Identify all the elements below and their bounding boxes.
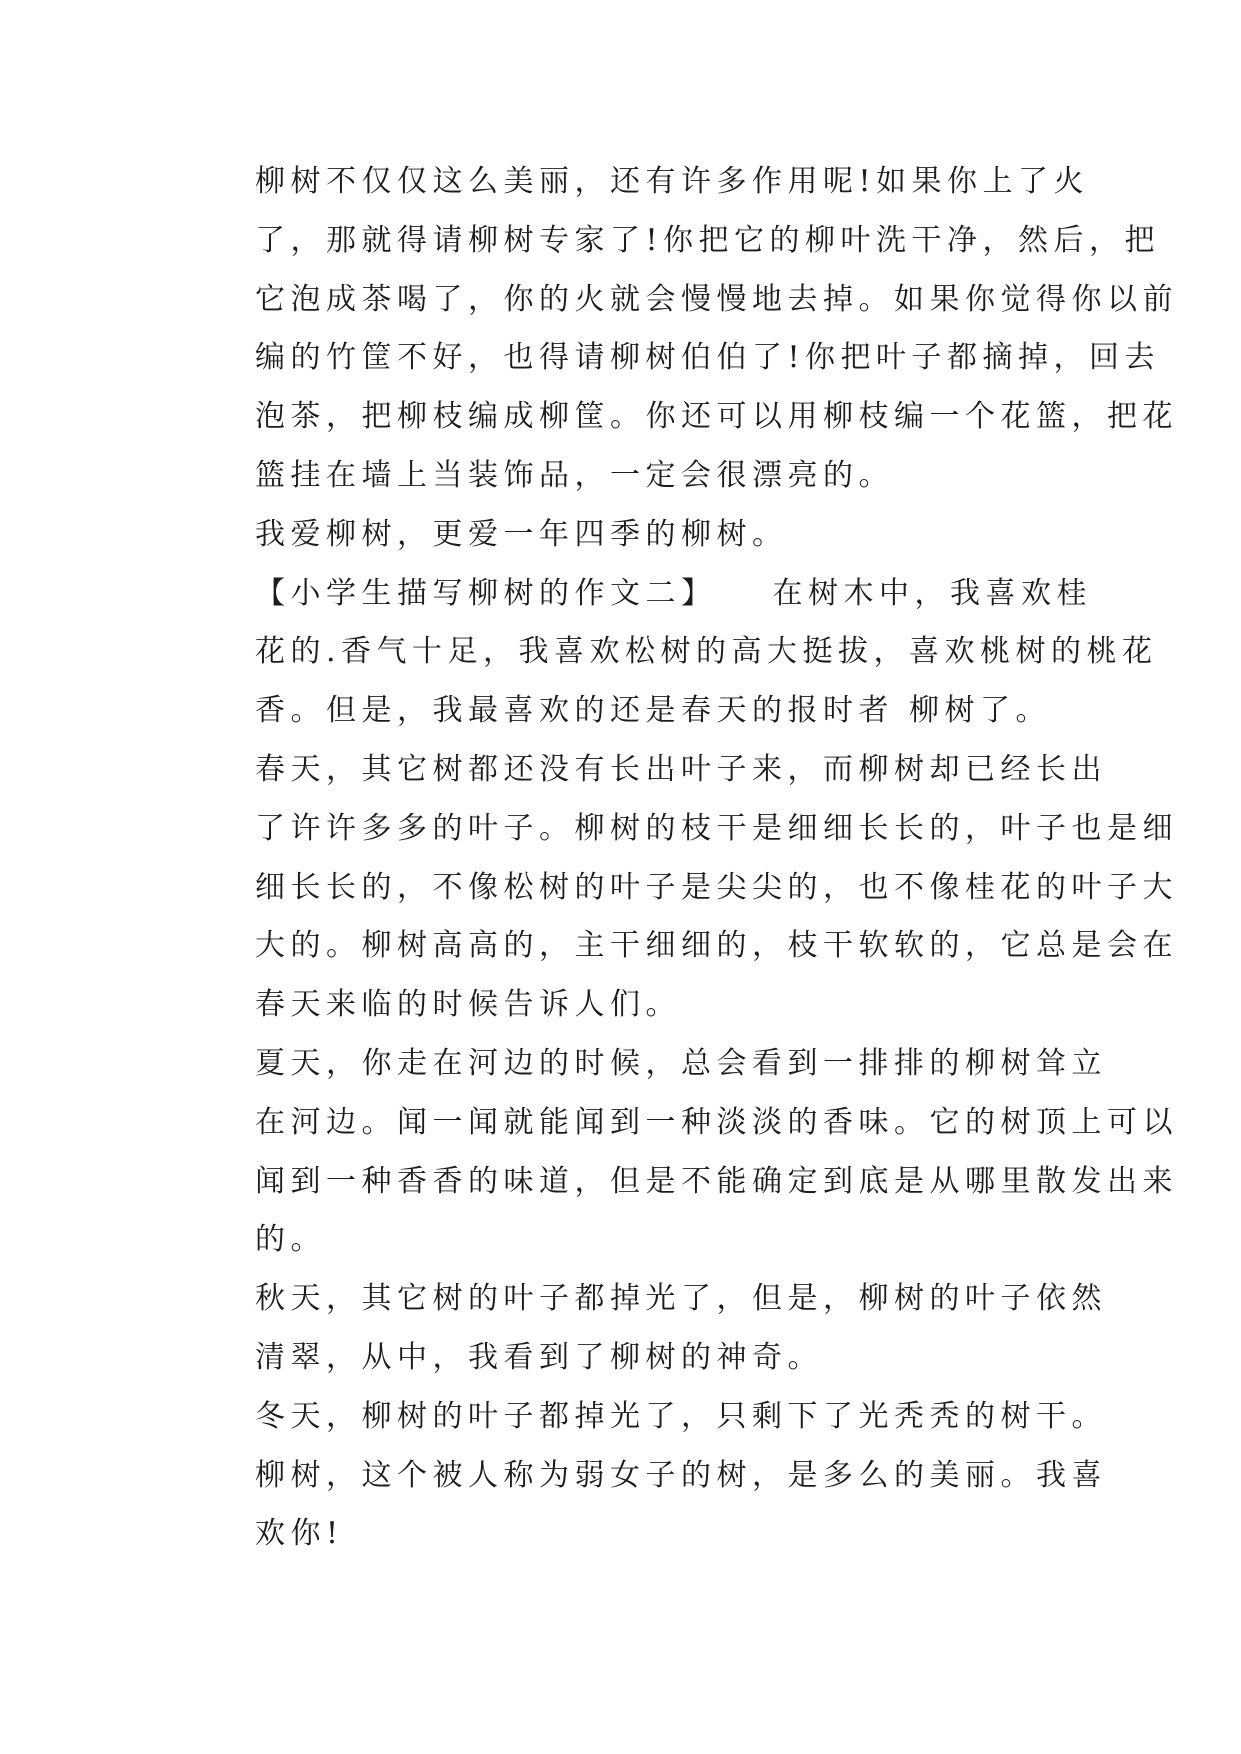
paragraph: [190, 741, 1178, 1035]
text-line: 欢你!: [255, 1516, 344, 1552]
text-line: 清翠，从中，我看到了柳树的神奇。: [255, 1339, 823, 1375]
paragraph: [190, 565, 1158, 741]
text-line: 我爱柳树，更爱一年四季的柳树。: [255, 516, 788, 552]
text-line: 编的竹筐不好，也得请柳树伯伯了!你把叶子都摘掉，回去: [255, 340, 1161, 376]
document-body: [190, 153, 1178, 1564]
text-line: 篮挂在墙上当装饰品，一定会很漂亮的。: [255, 457, 894, 493]
paragraph: [190, 1035, 1178, 1270]
paragraph: [190, 153, 1178, 506]
text-line: 细长长的，不像松树的叶子是尖尖的，也不像桂花的叶子大: [255, 869, 1178, 905]
text-line: 泡茶，把柳枝编成柳筐。你还可以用柳枝编一个花篮，把花: [255, 399, 1178, 435]
text-line: 冬天，柳树的叶子都掉光了，只剩下了光秃秃的树干。: [255, 1398, 1107, 1434]
text-line: 的。: [255, 1222, 326, 1258]
text-line: 大的。柳树高高的，主干细细的，枝干软软的，它总是会在: [255, 928, 1178, 964]
paragraph: [190, 506, 1070, 565]
text-line: 在河边。闻一闻就能闻到一种淡淡的香味。它的树顶上可以: [255, 1104, 1178, 1140]
text-line: 柳树，这个被人称为弱女子的树，是多么的美丽。我喜: [255, 1457, 1107, 1493]
paragraph: [190, 1388, 1107, 1447]
text-line: 春天，其它树都还没有长出叶子来，而柳树却已经长出: [255, 751, 1107, 787]
text-line: 了许许多多的叶子。柳树的枝干是细细长长的，叶子也是细: [255, 810, 1178, 846]
text-line: 香。但是，我最喜欢的还是春天的报时者 柳树了。: [255, 693, 1052, 729]
text-line: 它泡成茶喝了，你的火就会慢慢地去掉。如果你觉得你以前: [255, 281, 1178, 317]
text-line: 花的.香气十足，我喜欢松树的高大挺拔，喜欢桃树的桃花: [255, 634, 1158, 670]
text-line: 秋天，其它树的叶子都掉光了，但是，柳树的叶子依然: [255, 1281, 1107, 1317]
paragraph: [190, 1270, 1107, 1388]
paragraph: [190, 1447, 1107, 1565]
text-line: 闻到一种香香的味道，但是不能确定到底是从哪里散发出来: [255, 1163, 1178, 1199]
text-line: 了，那就得请柳树专家了!你把它的柳叶洗干净，然后，把: [255, 222, 1161, 258]
text-line: 春天来临的时候告诉人们。: [255, 987, 681, 1023]
text-line: 柳树不仅仅这么美丽，还有许多作用呢!如果你上了火: [255, 164, 1090, 199]
text-line: 夏天，你走在河边的时候，总会看到一排排的柳树耸立: [255, 1045, 1107, 1081]
text-line: 【小学生描写柳树的作文二】 在树木中，我喜欢桂: [255, 575, 1092, 611]
